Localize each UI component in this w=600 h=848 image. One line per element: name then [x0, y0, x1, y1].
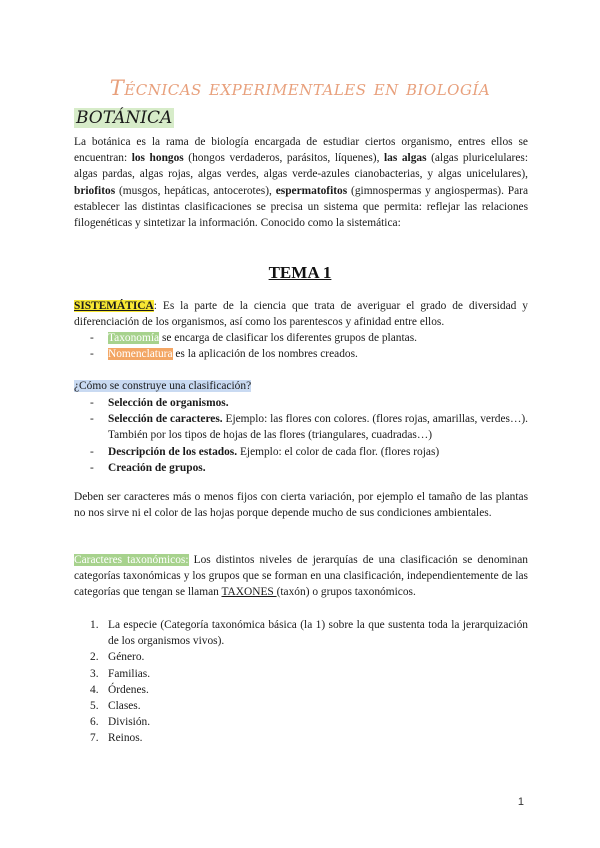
rank-number: 6. — [90, 716, 99, 729]
intro-text-4: (musgos, hepáticas, antocerotes), — [115, 184, 276, 197]
sistematica-text: : Es la parte de la ciencia que trata de averiguar el grado de diversidad y diferenciación de los organismos, así como los parentescos y afinidad entre ellos. — [74, 300, 528, 329]
taxonomia-text: se encarga de clasificar los diferentes grupos de plantas. — [159, 332, 417, 344]
step-bold: Selección de organismos. — [108, 397, 229, 409]
step-text: Ejemplo: las flores con colores. (flores rojas, amarillas, verdes…). También por los tipos de hojas de las flores (triangulares, cuadradas…) — [108, 413, 528, 442]
list-item — [90, 346, 528, 362]
list-item — [90, 460, 528, 476]
classification-steps — [90, 395, 528, 476]
intro-bold-espermatofitos: espermatofitos — [275, 184, 348, 197]
step-text: Ejemplo: el color de cada flor. (flores rojas) — [237, 445, 440, 458]
list-item — [90, 698, 528, 714]
intro-bold-algas: las algas — [383, 152, 427, 165]
rank-number: 3. — [90, 667, 99, 680]
list-item — [90, 617, 528, 649]
rank-number: 7. — [90, 732, 99, 745]
list-item — [90, 666, 528, 682]
rank-number: 5. — [90, 700, 99, 713]
caracteres-text-2: (taxón) o grupos taxonómicos. — [276, 586, 416, 599]
caracteres-term: Caracteres taxonómicos: — [74, 554, 189, 566]
rank-number: 2. — [90, 651, 99, 664]
taxones-term: TAXONES — [221, 586, 277, 599]
question-text: ¿Cómo se construye una clasificación? — [74, 380, 252, 392]
step-bold: Creación de grupos. — [108, 461, 206, 474]
caracteres-text-1: Los distintos niveles de jerarquías de una clasificación se denominan categorías taxonómicas y los grupos que se forman en una clasificación, independientemente de las categorías que tengan se llaman — [74, 554, 528, 599]
list-item — [90, 682, 528, 698]
page-number: 1 — [517, 796, 524, 808]
rank-text: La especie (Categoría taxonómica básica (la 1) sobre la que sustenta toda la jerarquización de los organismos vivos). — [108, 619, 528, 648]
list-item — [90, 444, 528, 460]
intro-text-5: (gimnospermas y angiospermas). Para establecer las distintas clasificaciones se precisa un sistema que permita: reflejar las relaciones filogenéticas y sintetizar la información. Conocido como la sistemática: — [74, 184, 529, 230]
intro-text-3: (algas pluricelulares: algas pardas, algas rojas, algas verdes, algas verde-azules cianobacterias, y algas unicelulares), — [74, 152, 528, 181]
sistematica-term: SISTEMÁTICA — [74, 300, 154, 312]
list-item — [90, 649, 528, 665]
intro-text-1: La botánica es la rama de biología encargada de estudiar ciertos organismo, entres ellos se encuentran: — [74, 136, 528, 165]
caracteres-fijos-paragraph: Deben ser caracteres más o menos fijos con cierta variación, por ejemplo el tamaño de las plantas no nos sirve ni el color de las hojas porque depende mucho de sus condiciones ambientales. — [74, 491, 528, 520]
rank-text: Órdenes. — [108, 683, 149, 696]
rank-text: Clases. — [108, 700, 141, 713]
intro-bold-briofitos: briofitos — [74, 184, 116, 197]
rank-number: 4. — [90, 683, 99, 696]
intro-paragraph — [74, 134, 528, 231]
document-title: Técnicas experimentales en biología — [109, 76, 491, 100]
caracteres-taxonomicos-paragraph — [74, 552, 528, 601]
step-bold: Descripción de los estados. — [108, 445, 238, 458]
taxonomia-term: Taxonomía — [108, 332, 160, 344]
list-item — [90, 714, 528, 730]
sistematica-paragraph — [74, 298, 528, 330]
nomenclatura-term: Nomenclatura — [108, 348, 173, 361]
rank-text: Género. — [108, 651, 145, 664]
list-item — [90, 330, 528, 346]
section-heading: BOTÁNICA — [76, 108, 173, 128]
list-item — [90, 411, 528, 443]
intro-bold-hongos: los hongos — [131, 152, 184, 165]
rank-text: Familias. — [108, 667, 151, 680]
step-bold: Selección de caracteres. — [108, 413, 223, 426]
tema-heading: TEMA 1 — [268, 263, 332, 282]
rank-number: 1. — [90, 619, 99, 631]
taxonomic-ranks-list — [90, 617, 528, 747]
rank-text: División. — [108, 716, 151, 729]
intro-text-2: (hongos verdaderos, parásitos, líquenes), — [183, 152, 384, 165]
nomenclatura-text: es la aplicación de los nombres creados. — [172, 348, 358, 361]
list-item — [90, 395, 528, 411]
sistematica-subitems — [90, 330, 528, 362]
question-line — [74, 378, 528, 394]
rank-text: Reinos. — [108, 732, 143, 745]
list-item — [90, 730, 528, 746]
